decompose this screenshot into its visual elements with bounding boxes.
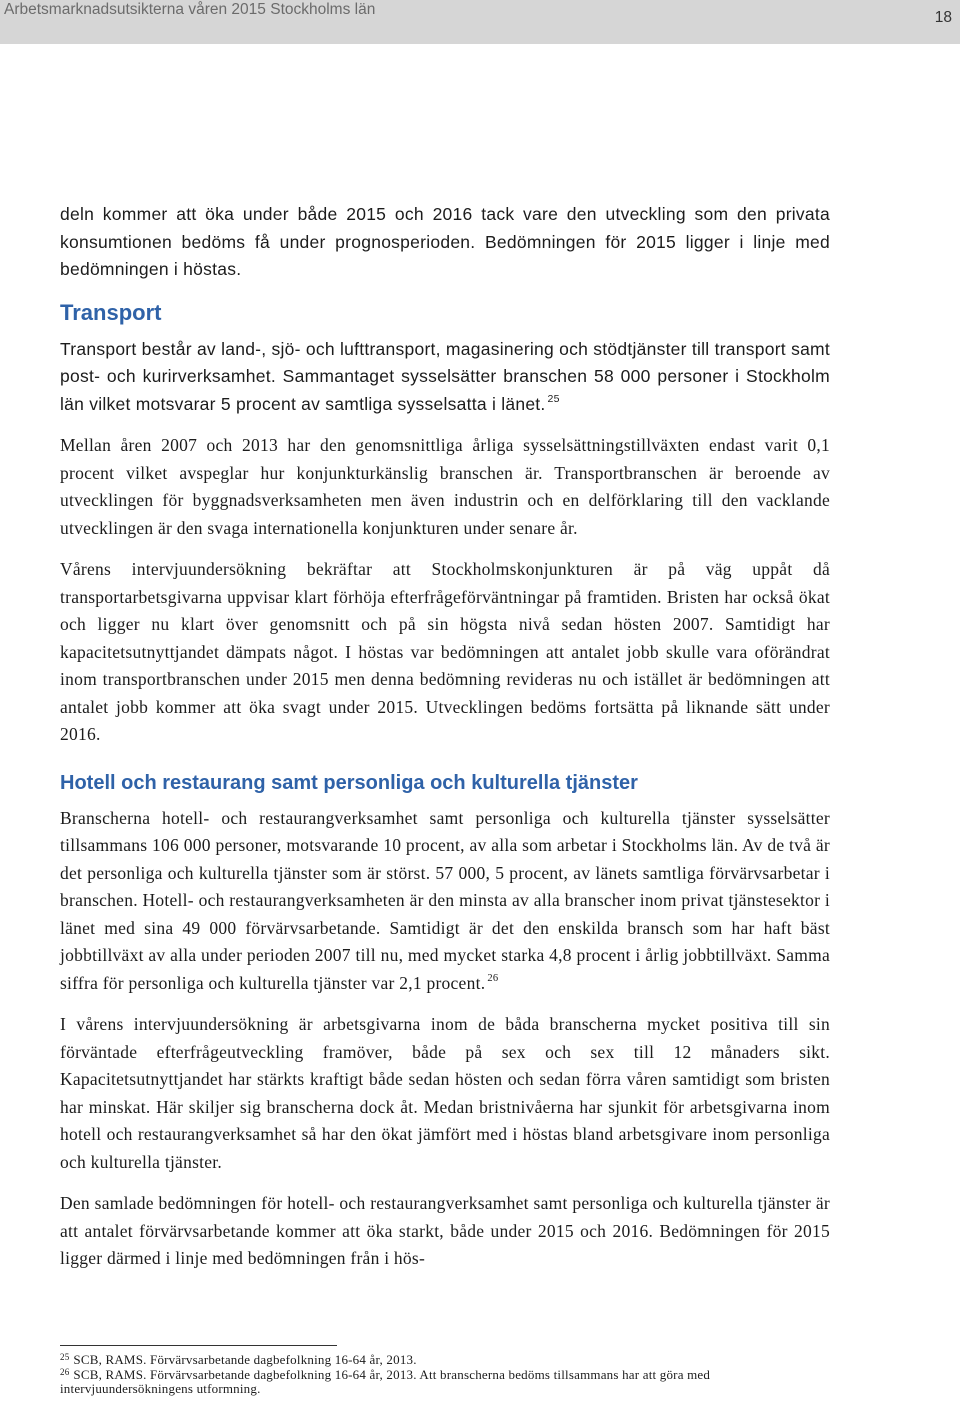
footnote-ref-26[interactable]: 26: [487, 972, 499, 984]
footnote-26: [60, 1368, 760, 1397]
hotell-paragraph-3: Den samlade bedömningen för hotell- och restaurangverksamhet samt personliga och kulturella tjänster är att antalet förvärvsarbetande kommer att öka starkt, både under 2015 och 2016. Bedömningen för 2015 ligger därmed i linje med bedömningen från i hös-: [60, 1193, 830, 1268]
transport-paragraph-1-text: Transport består av land-, sjö- och lufttransport, magasinering och stödtjänster till transport samt post- och kurirverksamhet. Sammantaget sysselsätter branschen 58 000 personer i Stockholm län vilket motsvarar 5 procent av samtliga sysselsatta i länet.: [60, 338, 830, 414]
hotell-paragraph-1-text: Branscherna hotell- och restaurangverksamhet samt personliga och kulturella tjänster sysselsätter tillsammans 106 000 personer, motsvarande 10 procent, av alla som arbetar i Stockholms län. Av de två är det personliga och kulturella tjänster som är störst. 57 000, 5 procent, av länets samtliga förvärvsarbetar i branschen. Hotell- och restaurangverksamheten är den minsta av alla branscher inom privat tjänstesektor i länet med sina 49 000 förvärvsarbetande. Samtidigt är det den enskilda bransch som har haft bäst jobbtillväxt av alla under perioden 2007 till nu, med mycket starka 4,8 procent i årlig jobbtillväxt. Samma siffra för personliga och kulturella tjänster var 2,1 procent.: [60, 807, 830, 993]
transport-paragraph-2: Mellan åren 2007 och 2013 har den genomsnittliga årliga sysselsättningstillväxten endast varit 0,1 procent vilket avspeglar hur konjunkturkänslig branschen är. Transportbranschen är beroende av utvecklingen för byggnadsverksamheten men även industrin och en delförklaring till den vacklande utvecklingen är den svaga internationella konjunkturen under senare år.: [60, 435, 830, 538]
page-number: 18: [934, 9, 952, 26]
page-header: [0, 0, 960, 44]
footnote-divider: [60, 1345, 337, 1346]
section-heading-hotell: Hotell och restaurang samt personliga och kulturella tjänster: [60, 771, 638, 794]
hotell-paragraph-1: [60, 805, 830, 998]
section-heading-transport: Transport: [60, 299, 162, 325]
footnote-number: 26: [60, 1366, 70, 1377]
intro-paragraph: deln kommer att öka under både 2015 och 2016 tack vare den utveckling som den privata konsumtionen bedöms få under prognosperioden. Bedömningen för 2015 ligger i linje med bedömningen i höstas.: [60, 204, 830, 279]
footnote-number: 25: [60, 1352, 70, 1362]
transport-paragraph-1: [60, 336, 830, 419]
transport-paragraph-3: Vårens intervjuundersökning bekräftar att Stockholmskonjunkturen är på väg uppåt då transportarbetsgivarna uppvisar klart förhöja efterfrågeförväntningar på framtiden. Bristen har också ökat och ligger nu klart över genomsnitt och på sin högsta nivå sedan hösten 2007. Samtidigt har kapacitetsutnyttjandet dämpats något. I höstas var bedömningen att antalet jobb skulle vara oförändrat inom transportbranschen under 2015 men denna bedömning revideras nu och istället är bedömningen att antalet jobb kommer att öka svagt under 2015. Utvecklingen bedöms fortsätta på liknande sätt under 2016.: [60, 559, 830, 744]
footnote-25: [60, 1353, 760, 1368]
footnote-text: SCB, RAMS. Förvärvsarbetande dagbefolkning 16-64 år, 2013. Att branscherna bedöms tillsammans har att göra med intervjuundersökningens utformning.: [60, 1366, 711, 1396]
header-title: Arbetsmarknadsutsikterna våren 2015 Stockholms län: [4, 1, 376, 18]
hotell-paragraph-2: I vårens intervjuundersökning är arbetsgivarna inom de båda branscherna mycket positiva till sin förväntade efterfrågeutveckling framöver, både på sex och sex till 12 månaders sikt. Kapacitetsutnyttjandet har stärkts kraftigt både sedan hösten och sedan förra våren samtidigt som bristen har minskat. Här skiljer sig branscherna dock åt. Medan bristnivåerna har sjunkit för arbetsgivarna inom hotell och restaurangverksamhet så har den ökat jämfört med i höstas bland arbetsgivare inom personliga och kulturella tjänster.: [60, 1014, 830, 1172]
main-content: [60, 201, 830, 1287]
footnote-text: SCB, RAMS. Förvärvsarbetande dagbefolkning 16-64 år, 2013.: [73, 1352, 417, 1367]
footnotes: [60, 1353, 760, 1397]
footnote-ref-25[interactable]: 25: [547, 392, 560, 405]
